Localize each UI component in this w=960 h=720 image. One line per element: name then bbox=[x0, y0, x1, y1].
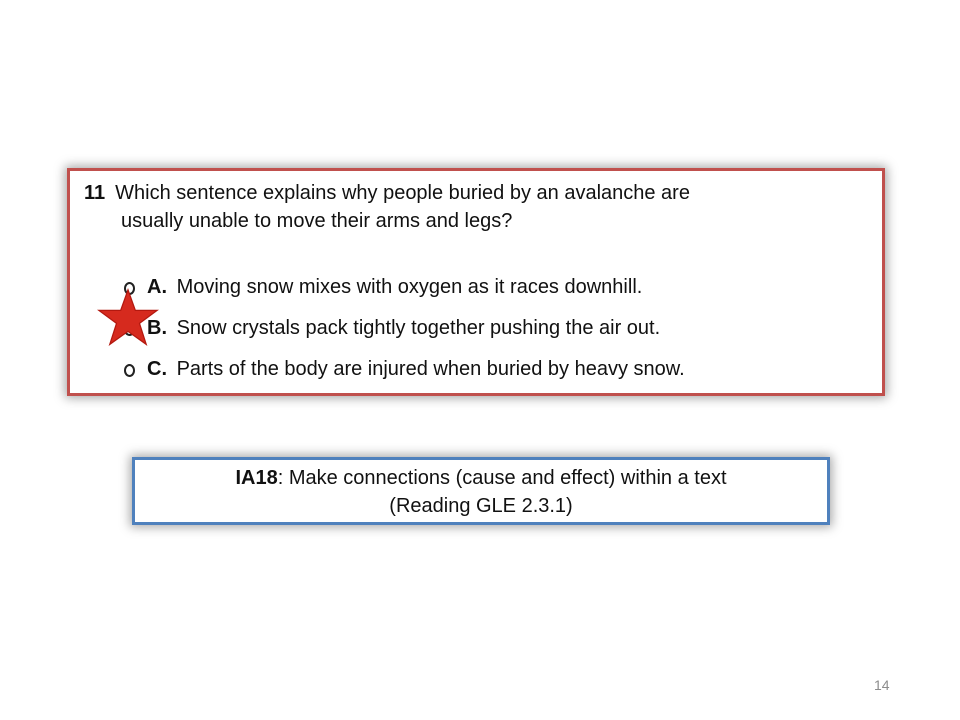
question-box bbox=[67, 168, 885, 396]
question-stem-line-2: usually unable to move their arms and legs? bbox=[121, 210, 513, 232]
question-stem-line-1: Which sentence explains why people buried by an avalanche are bbox=[115, 182, 690, 204]
question-number: 11 bbox=[84, 182, 106, 204]
option-c[interactable] bbox=[124, 357, 685, 381]
standard-box bbox=[132, 457, 830, 525]
question-stem bbox=[84, 179, 844, 235]
standard-description: : Make connections (cause and effect) within a text bbox=[277, 467, 727, 489]
option-c-text: Parts of the body are injured when buried by heavy snow. bbox=[176, 358, 685, 380]
standard-line-1 bbox=[135, 464, 827, 492]
standard-reference: (Reading GLE 2.3.1) bbox=[389, 495, 573, 517]
option-c-letter: C. bbox=[147, 358, 167, 380]
option-a[interactable] bbox=[124, 275, 642, 299]
option-a-text: Moving snow mixes with oxygen as it races downhill. bbox=[176, 276, 643, 298]
star-icon bbox=[97, 288, 159, 350]
option-a-letter: A. bbox=[147, 276, 167, 298]
option-b-letter: B. bbox=[147, 317, 167, 339]
option-b[interactable] bbox=[124, 316, 660, 340]
standard-code: IA18 bbox=[235, 467, 278, 489]
page-number: 14 bbox=[874, 677, 890, 693]
radio-bubble-icon[interactable] bbox=[124, 364, 135, 377]
option-b-text: Snow crystals pack tightly together pushing the air out. bbox=[176, 317, 661, 339]
